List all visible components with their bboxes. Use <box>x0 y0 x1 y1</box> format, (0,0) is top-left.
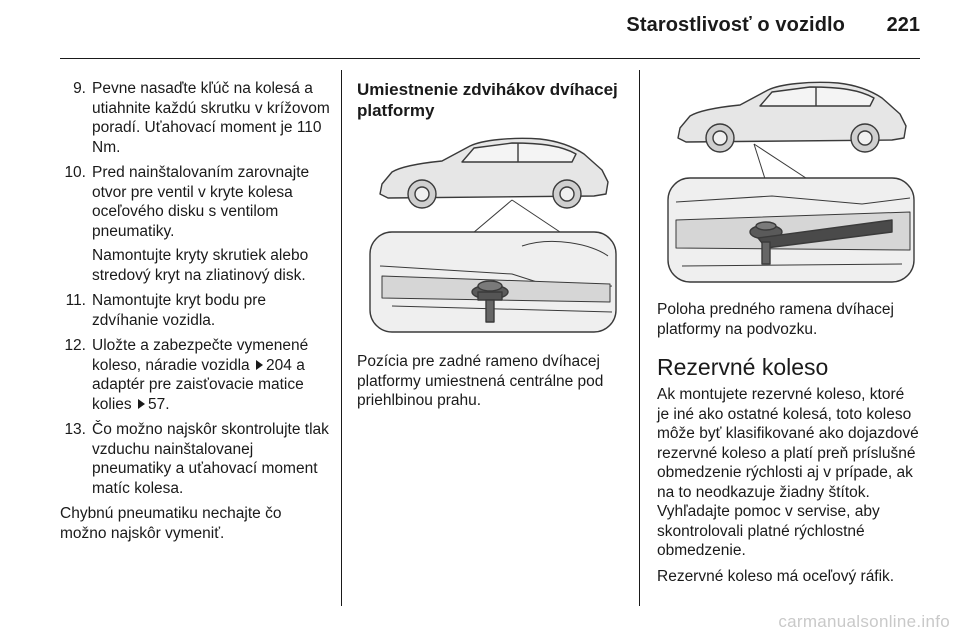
step-12 <box>60 336 332 414</box>
step-body <box>92 336 332 414</box>
step-number: 13. <box>64 421 86 438</box>
step-text: Namontujte kryt bodu pre zdvíhanie vozidla. <box>92 292 267 329</box>
step-number: 10. <box>64 164 86 181</box>
triangle-reference-icon <box>138 399 145 409</box>
step-body <box>92 163 332 285</box>
section-heading: Rezervné koleso <box>657 354 829 380</box>
step-extra-text: Namontujte kryty skrutiek alebo stredový kryt na zliatinový disk. <box>92 247 309 284</box>
header-rule <box>60 58 920 59</box>
rear-lift-point-illustration <box>362 126 624 341</box>
figure-caption: Pozícia pre zadné rameno dvíhacej platformy umiestnená centrálne pod priehlbinou prahu. <box>357 353 604 409</box>
page-reference-link[interactable]: 204 <box>266 356 292 374</box>
column-divider-1 <box>341 70 342 606</box>
step-text: Čo možno najskôr skontrolujte tlak vzduchu nainštalovanej pneumatiky a uťahovací moment matíc kolesa. <box>92 421 329 497</box>
page-header-title: Starostlivosť o vozidlo <box>626 14 845 36</box>
column-divider-2 <box>639 70 640 606</box>
body-paragraph: Ak montujete rezervné koleso, ktoré je iné ako ostatné kolesá, toto koleso môže byť klasifikované ako dojazdové rezervné koleso a platí preň príslušné obmedzenie rýchlosti aj v prípade, ak na to neodkazuje žiadny štítok. Vyhľadajte pomoc v servise, aby skontrolovali platné rýchlostné obmedzenie. <box>657 386 919 559</box>
step-text: Pevne nasaďte kľúč na kolesá a utiahnite každú skrutku v krížovom poradí. Uťahovací moment je 110 Nm. <box>92 80 330 156</box>
column-1 <box>60 79 332 549</box>
column-2-caption-block <box>357 352 625 417</box>
page-number: 221 <box>886 14 920 36</box>
step-text: Pred nainštalovaním zarovnajte otvor pre ventil v kryte kolesa oceľového disku s ventilom pneumatiky. <box>92 164 310 240</box>
step-number: 11. <box>65 292 86 309</box>
figure-caption: Poloha predného ramena dvíhacej platformy na podvozku. <box>657 301 894 338</box>
triangle-reference-icon <box>256 360 263 370</box>
closing-paragraph: Chybnú pneumatiku nechajte čo možno najskôr vymeniť. <box>60 505 282 542</box>
body-paragraph: Rezervné koleso má oceľový ráfik. <box>657 567 895 585</box>
column-3 <box>657 300 920 592</box>
step-text: a adaptér pre zaisťovacie matice kolies <box>92 356 305 413</box>
step-13 <box>60 420 332 498</box>
step-text: Uložte a zabezpečte vymenené koleso, náradie vozidla <box>92 337 309 374</box>
step-9 <box>60 79 332 157</box>
step-number: 12. <box>64 337 86 354</box>
step-11 <box>60 291 332 330</box>
section-subheading: Umiestnenie zdvihákov dvíhacej platformy <box>357 80 618 120</box>
step-10 <box>60 163 332 285</box>
column-2 <box>357 79 625 127</box>
front-lift-point-illustration <box>662 70 920 290</box>
page-reference-link[interactable]: 57. <box>147 395 170 413</box>
watermark: carmanualsonline.info <box>778 612 950 631</box>
step-number: 9. <box>73 80 86 97</box>
